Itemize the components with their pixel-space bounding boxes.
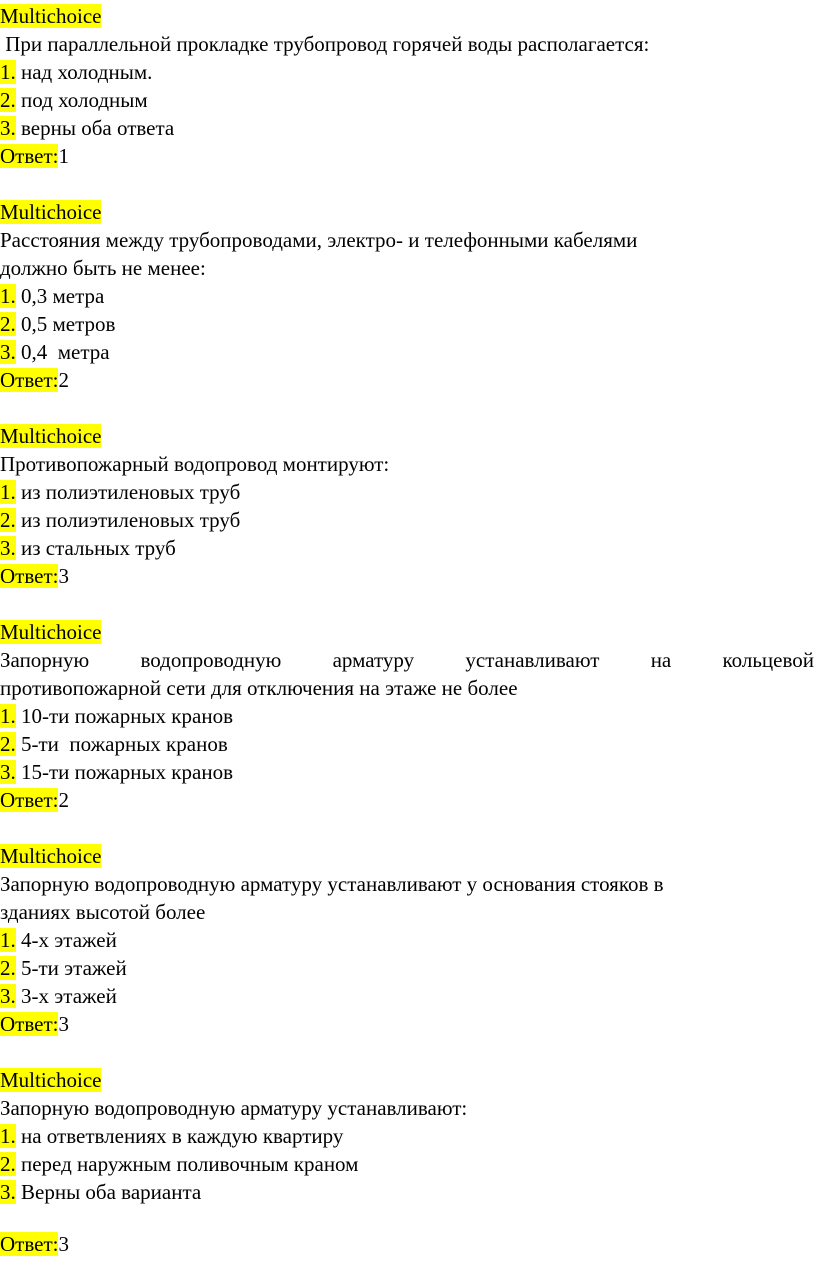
question-type: Multichoice — [0, 4, 102, 28]
question-text: Расстояния между трубопроводами, электро- и телефонными кабелями — [0, 228, 638, 252]
question-text: зданиях высотой более — [0, 900, 206, 924]
question-text: Запорную водопроводную арматуру устанавливают у основания стояков в — [0, 872, 664, 896]
option: 3. 3-х этажей — [0, 984, 117, 1008]
option: 1. над холодным. — [0, 60, 153, 84]
answer: Ответ:3 — [0, 1232, 69, 1256]
option: 3. 15-ти пожарных кранов — [0, 760, 233, 784]
option: 3. верны оба ответа — [0, 116, 175, 140]
question-text: Запорную водопроводную арматуру устанавливают на кольцевой — [0, 648, 814, 672]
option: 2. 5-ти этажей — [0, 956, 127, 980]
option: 1. на ответвлениях в каждую квартиру — [0, 1124, 344, 1148]
answer: Ответ:3 — [0, 1012, 69, 1036]
option: 2. перед наружным поливочным краном — [0, 1152, 359, 1176]
question-type: Multichoice — [0, 620, 102, 644]
option: 3. 0,4 метра — [0, 340, 110, 364]
option: 2. под холодным — [0, 88, 148, 112]
option: 1. 4-х этажей — [0, 928, 117, 952]
question-text: Запорную водопроводную арматуру устанавливают: — [0, 1096, 468, 1120]
question-type: Multichoice — [0, 1068, 102, 1092]
question-text: должно быть не менее: — [0, 256, 206, 280]
option: 1. 10-ти пожарных кранов — [0, 704, 233, 728]
option: 1. из полиэтиленовых труб — [0, 480, 241, 504]
option: 2. из полиэтиленовых труб — [0, 508, 241, 532]
option: 1. 0,3 метра — [0, 284, 105, 308]
question-type: Multichoice — [0, 844, 102, 868]
question-text: противопожарной сети для отключения на этаже не более — [0, 676, 518, 700]
question-text: При параллельной прокладке трубопровод горячей воды располагается: — [0, 32, 650, 56]
option: 2. 0,5 метров — [0, 312, 116, 336]
question-text: Противопожарный водопровод монтируют: — [0, 452, 390, 476]
question-type: Multichoice — [0, 200, 102, 224]
answer: Ответ:2 — [0, 788, 69, 812]
question-type: Multichoice — [0, 424, 102, 448]
option: 2. 5-ти пожарных кранов — [0, 732, 228, 756]
answer: Ответ:2 — [0, 368, 69, 392]
answer: Ответ:1 — [0, 144, 69, 168]
option: 3. Верны оба варианта — [0, 1180, 202, 1204]
option: 3. из стальных труб — [0, 536, 176, 560]
answer: Ответ:3 — [0, 564, 69, 588]
